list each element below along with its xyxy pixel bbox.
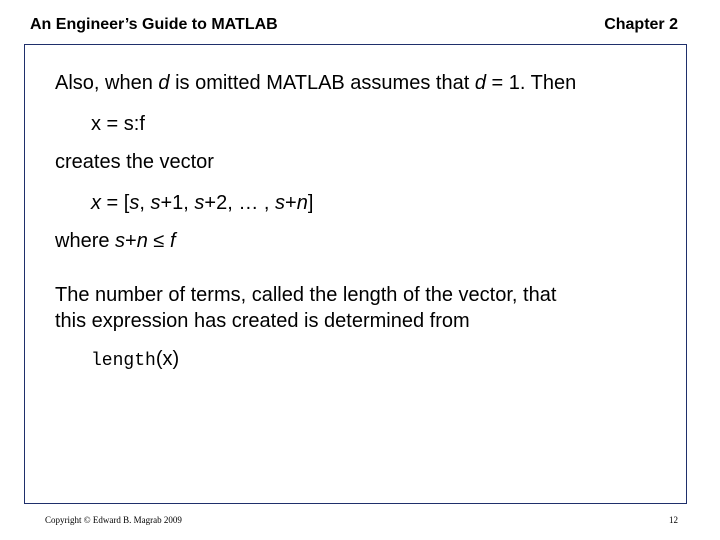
italic-d: d bbox=[474, 72, 486, 94]
italic-f: f bbox=[169, 230, 176, 252]
italic-s: s bbox=[275, 192, 285, 214]
text-segment: + bbox=[285, 192, 297, 214]
text-segment: +1, bbox=[160, 192, 195, 214]
body-line-3: creates the vector bbox=[55, 151, 214, 173]
leq-symbol: ≤ bbox=[147, 230, 170, 252]
text-segment: , bbox=[139, 192, 151, 214]
paragraph-line-2: this expression has created is determined from bbox=[55, 310, 470, 332]
code-argument: (x) bbox=[155, 348, 180, 370]
italic-s: s bbox=[150, 192, 161, 214]
italic-n: n bbox=[136, 230, 148, 252]
text-segment: = 1. Then bbox=[485, 72, 577, 94]
text-segment: is omitted MATLAB assumes that bbox=[169, 72, 475, 94]
code-function: length bbox=[91, 351, 156, 371]
paragraph-line-1: The number of terms, called the length of the vector, that bbox=[55, 284, 557, 306]
text-segment: where bbox=[55, 230, 116, 252]
text-segment: = [ bbox=[101, 192, 130, 214]
body-line-1 bbox=[55, 72, 576, 95]
code-example bbox=[91, 348, 179, 371]
text-segment: + bbox=[125, 230, 137, 252]
italic-s: s bbox=[129, 192, 140, 214]
page-number: 12 bbox=[669, 515, 678, 525]
header-title: An Engineer’s Guide to MATLAB bbox=[30, 16, 278, 33]
vector-expression bbox=[91, 192, 313, 215]
text-segment: ] bbox=[307, 192, 314, 214]
italic-d: d bbox=[158, 72, 170, 94]
italic-s: s bbox=[194, 192, 205, 214]
body-line-2: x = s:f bbox=[91, 113, 145, 135]
body-line-5 bbox=[55, 230, 176, 253]
italic-s: s bbox=[115, 230, 126, 252]
chapter-label: Chapter 2 bbox=[604, 16, 678, 33]
italic-n: n bbox=[296, 192, 308, 214]
italic-x: x bbox=[91, 192, 101, 214]
text-segment: Also, when bbox=[55, 72, 159, 94]
text-segment: +2, … , bbox=[204, 192, 275, 214]
copyright-footer: Copyright © Edward B. Magrab 2009 bbox=[45, 515, 182, 525]
